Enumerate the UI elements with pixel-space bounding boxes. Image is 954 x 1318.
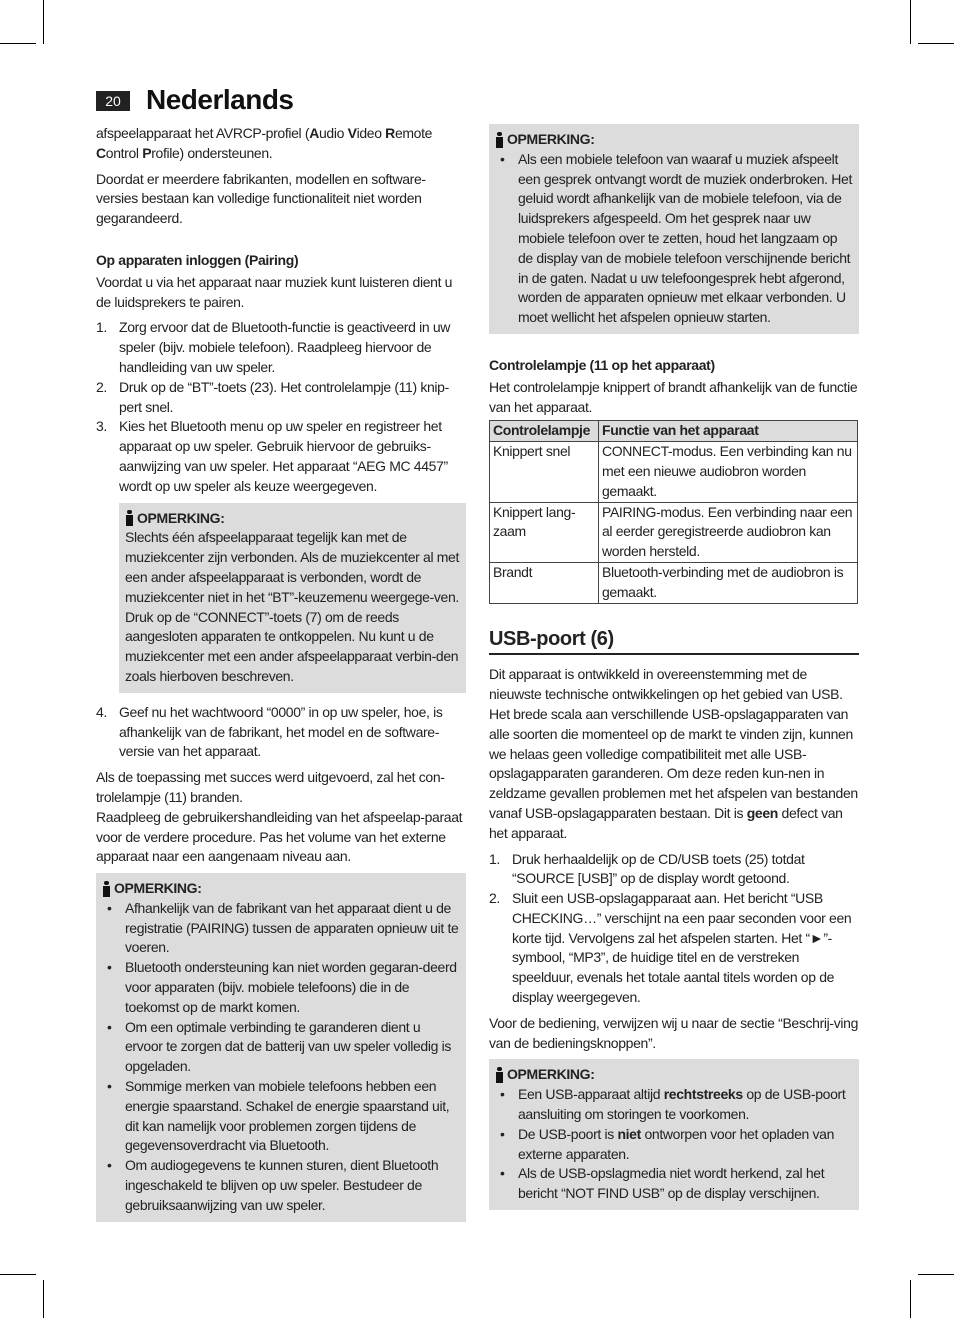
pairing-intro: Voordat u via het apparaat naar muziek kunt luisteren dient u de luidsprekers te pairen. (96, 273, 453, 310)
intro-paragraph-2: Doordat er meerdere fabrikanten, modellen en software-versies bestaan kan volledige functionaliteit niet worden gegarandeerd. (96, 170, 426, 227)
page-title: Nederlands (146, 84, 294, 115)
info-icon (495, 1067, 504, 1083)
crop-mark (43, 1280, 44, 1318)
table-header: Functie van het apparaat (599, 421, 858, 442)
note-title: OPMERKING: (507, 131, 595, 147)
success-paragraph: Als de toepassing met succes werd uitgevoerd, zal het con-trolelampje (11) branden. (96, 769, 445, 805)
list-item: • Afhankelijk van de fabrikant van het apparaat dient u de registratie (PAIRING) tussen de apparaten opnieuw uit te voeren. (102, 899, 460, 958)
note-text: Slechts één afspeelapparaat tegelijk kan met de muziekcenter zijn verbonden. Als de muziekcenter al met een ander afspeelapparaat is verbonden, wordt de muziekcenter niet in het “BT”-keuzemenu weergege-ven. Druk op de “CONNECT”-toets (7) om de reeds aangesloten apparaten te ontkoppelen. Nu kunt u de muziekcenter met een ander afspeelapparaat verbin-den zoals hierboven beschreven. (125, 529, 460, 684)
info-icon (495, 132, 504, 148)
table-cell: Knippert lang-zaam (490, 502, 599, 562)
note-title: OPMERKING: (507, 1066, 595, 1083)
list-item: 1. Zorg ervoor dat de Bluetooth-functie is geactiveerd in uw speler (bijv. mobiele telefoon). Raadpleeg hiervoor de handleiding van uw speler. (96, 319, 451, 375)
manual-paragraph: Raadpleeg de gebruikershandleiding van het afspeelap-paraat voor de verdere procedure. Pas het volume van het externe apparaat naar een aangenaam niveau aan. (96, 808, 463, 865)
table-cell: Bluetooth-verbinding met de audiobron is gemaakt. (599, 562, 858, 603)
list-item: • Om audiogegevens te kunnen sturen, dient Bluetooth ingeschakeld te blijven op uw speler. Bestudeer de gebruiksaanwijzing van uw speler. (102, 1156, 460, 1215)
crop-mark (910, 1280, 911, 1318)
table-cell: Brandt (490, 562, 599, 603)
list-item: • Als een mobiele telefoon van waaraf u muziek afspeelt een gesprek ontvangt wordt de muziek onderbroken. Het geluid wordt afhankelijk van de mobiele telefoon, via de luidsprekers afgespeeld. Om het gesprek naar uw mobiele telefoon over te zetten, houd het langzaam op de display van de mobiele telefoon verschijnende bericht in de gaten. Nadat u uw telefoongesprek hebt afgerond, worden de apparaten opnieuw met elkaar verbonden. U moet wellicht het afspelen opnieuw starten. (495, 150, 853, 328)
usb-paragraph: Dit apparaat is ontwikkeld in overeenstemming met de nieuwste technische ontwikkelingen op het gebied van USB. Het brede scala aan verschillende USB-opslagapparaten van alle soorten die momenteel op de markt te vinden zijn, kunnen we helaas geen volledige compatibiliteit met alle USB-opslagapparaten garanderen. Om deze reden kun-nen in zeldzame gevallen problemen met het afspelen van bestanden vanaf USB-opslagapparaten bestaan. Dit is geen defect van het apparaat. (489, 666, 858, 841)
right-column (489, 124, 859, 1220)
list-item: • Als de USB-opslagmedia niet wordt herkend, zal het bericht “NOT FIND USB” op de display verschijnen. (495, 1164, 853, 1204)
info-icon (102, 881, 111, 897)
crop-mark (918, 1274, 954, 1275)
usb-steps (489, 850, 859, 1008)
table-cell: PAIRING-modus. Een verbinding naar een al eerder geregistreerde audiobron kan worden hersteld. (599, 502, 858, 562)
crop-mark (910, 0, 911, 44)
list-item: 4. Geef nu het wachtwoord “0000” in op uw speler, hoe, is afhankelijk van de fabrikant, het model en de software-versie van het apparaat. (96, 703, 443, 760)
crop-mark (918, 43, 954, 44)
intro-paragraph-1: afspeelapparaat het AVRCP-profiel (Audio Video Remote Control Profile) ondersteunen. (96, 125, 433, 161)
list-item: 1. Druk herhaaldelijk op de CD/USB toets (25) totdat “SOURCE [USB]” op de display wordt getoond. (489, 850, 805, 887)
crop-mark (0, 1274, 36, 1275)
list-item: 3. Kies het Bluetooth menu op uw speler en registreer het apparaat op uw speler. Gebruik hiervoor de gebruiks-aanwijzing van uw speler. Het apparaat “AEG MC 4457” wordt op uw speler als keuze weergegeven. (96, 418, 448, 494)
note-title: OPMERKING: (137, 509, 225, 526)
page-number: 20 (96, 91, 130, 111)
list-item: • De USB-poort is niet ontworpen voor het opladen van externe apparaten. (495, 1125, 853, 1165)
crop-mark (0, 43, 36, 44)
note-list (102, 899, 460, 1216)
table-row (490, 442, 858, 502)
table-cell: CONNECT-modus. Een verbinding kan nu met een nieuwe audiobron worden gemaakt. (599, 442, 858, 502)
note-box (489, 124, 859, 334)
lamp-heading: Controlelampje (11 op het apparaat) (489, 356, 715, 373)
note-list (495, 150, 853, 328)
list-item: 2. Sluit een USB-opslagapparaat aan. Het bericht “USB CHECKING…” verschijnt na een paar seconden voor een korte tijd. Vervolgens zal het afspelen starten. Het “►”-symbool, “MP3”, de huidige titel en de verstreken speelduur, evenals het totale aantal titels worden op de display weergegeven. (489, 890, 852, 1006)
list-item: • Bluetooth ondersteuning kan niet worden gegaran-deerd voor apparaten (bijv. mobiele telefoons) die in de toekomst op de markt komen. (102, 958, 460, 1017)
list-item: 2. Druk op de “BT”-toets (23). Het controlelampje (11) knip-pert snel. (96, 378, 449, 415)
list-item: • Een USB-apparaat altijd rechtstreeks op de USB-poort aansluiting om storingen te voorkomen. (495, 1085, 853, 1125)
table-cell: Knippert snel (490, 442, 599, 502)
note-box (489, 1059, 859, 1210)
note-box (119, 503, 466, 693)
pairing-steps-cont (96, 703, 466, 762)
lamp-intro: Het controlelampje knippert of brandt afhankelijk van de functie van het apparaat. (489, 378, 858, 415)
crop-mark (43, 0, 44, 44)
lamp-table (489, 420, 858, 603)
usb-ops-paragraph: Voor de bediening, verwijzen wij u naar de sectie “Beschrij-ving van de bedieningsknoppen”. (489, 1014, 859, 1051)
note-title: OPMERKING: (114, 880, 202, 897)
table-row (490, 562, 858, 603)
list-item: • Sommige merken van mobiele telefoons hebben een energie spaarstand. Schakel de energie spaarstand uit, dit kan namelijk voor problemen zorgen tijdens de gegevensoverdracht via Bluetooth. (102, 1077, 460, 1156)
table-header: Controlelampje (490, 421, 599, 442)
pairing-heading: Op apparaten inloggen (Pairing) (96, 251, 299, 268)
note-box (96, 873, 466, 1222)
table-row (490, 502, 858, 562)
list-item: • Om een optimale verbinding te garanderen dient u ervoor te zorgen dat de batterij van uw speler volledig is opgeladen. (102, 1018, 460, 1077)
note-list (495, 1085, 853, 1204)
info-icon (125, 510, 134, 526)
usb-heading: USB-poort (6) (489, 630, 859, 656)
pairing-steps (96, 318, 466, 496)
table-header-row (490, 421, 858, 442)
left-column (96, 124, 466, 1232)
